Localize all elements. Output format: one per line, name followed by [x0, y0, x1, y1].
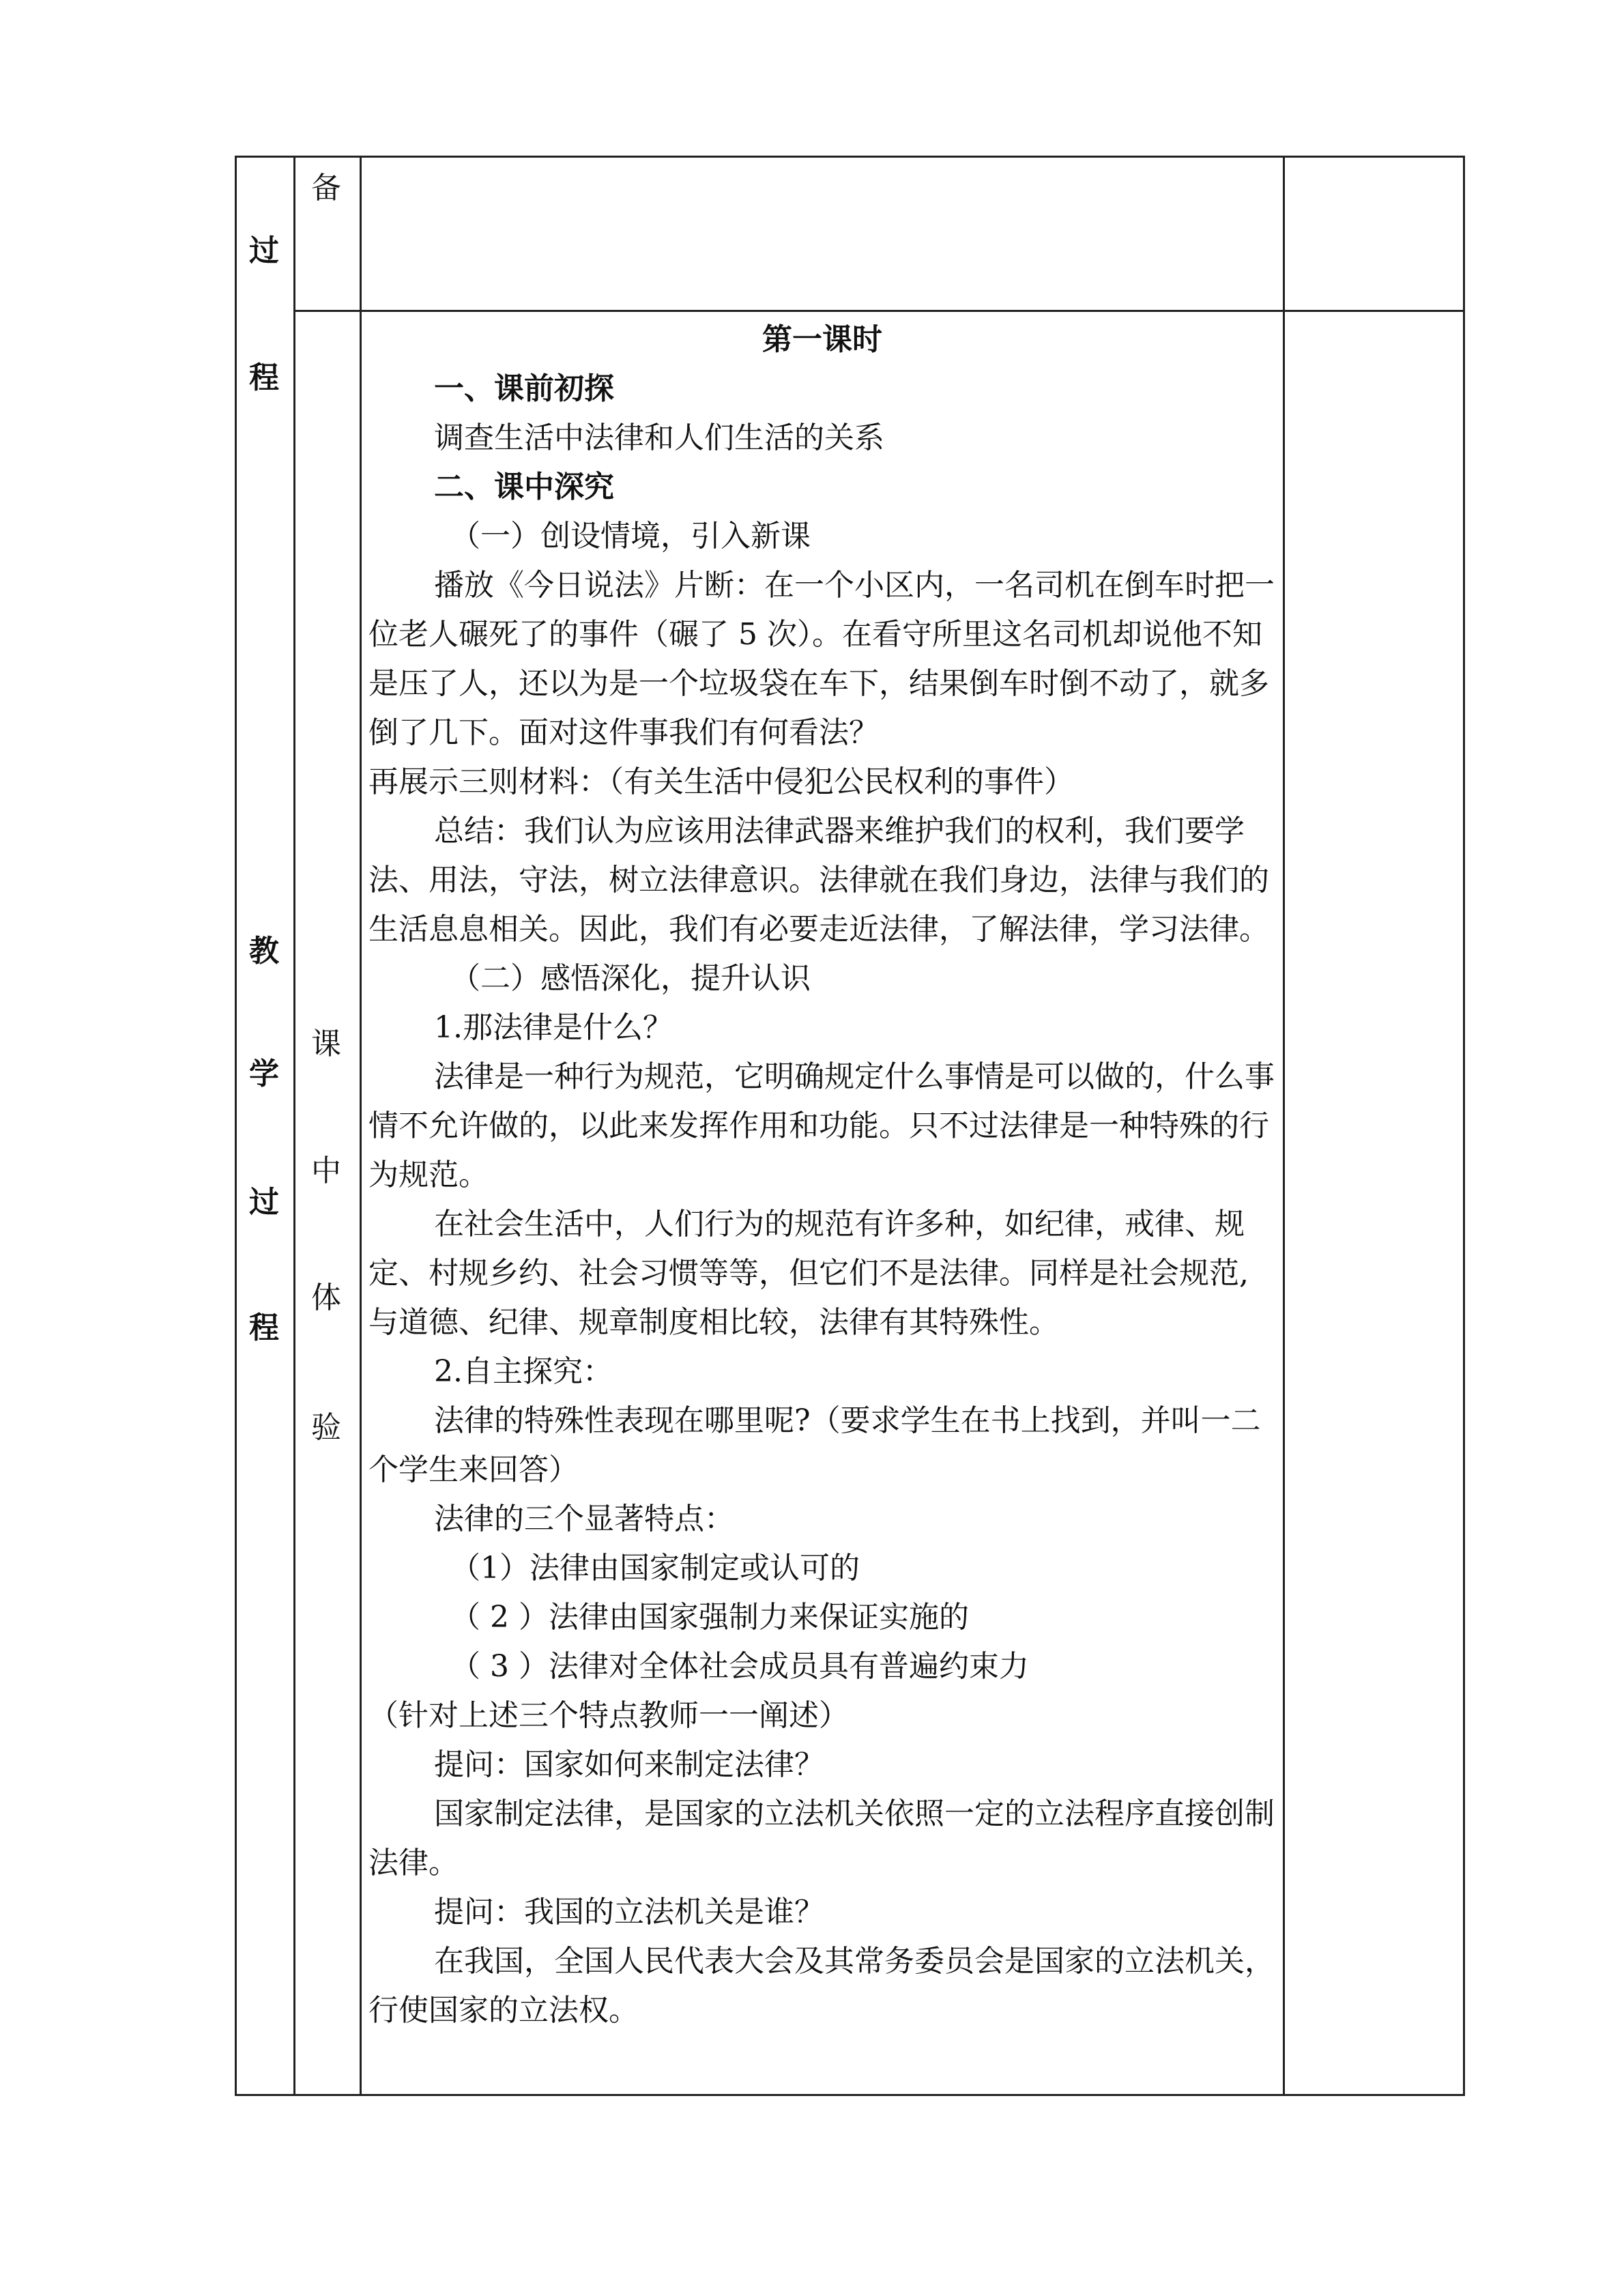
label-bei: 备	[311, 171, 341, 205]
label-yan: 验	[311, 1410, 341, 1445]
subsection-heading: （一）创设情境，引入新课	[450, 519, 811, 554]
paragraph: （针对上述三个特点教师一一阐述）	[368, 1698, 849, 1733]
list-item: （1）法律由国家制定或认可的	[450, 1551, 860, 1585]
paragraph: 播放《今日说法》片断：在一个小区内，一名司机在倒车时把一位老人碾死了的事件（碾了 5 次）。在看守所里这名司机却说他不知是压了人，还以为是一个垃圾袋在车下，结果倒车时倒不动了，就多倒了几下。面对这件事我们有何看法？	[368, 568, 1275, 750]
question: 1.那法律是什么？	[434, 1010, 673, 1045]
paragraph: 法律是一种行为规范，它明确规定什么事情是可以做的，什么事情不允许做的，以此来发挥作用和功能。只不过法律是一种特殊的行为规范。	[368, 1059, 1275, 1192]
table-border-right	[1463, 156, 1465, 2095]
paragraph: 在我国，全国人民代表大会及其常务委员会是国家的立法机关，行使国家的立法权。	[368, 1944, 1275, 2028]
label-ke: 课	[311, 1027, 341, 1061]
paragraph: 提问：我国的立法机关是谁？	[434, 1895, 824, 1929]
paragraph: 调查生活中法律和人们生活的关系	[434, 420, 884, 455]
table-row-divider	[293, 310, 1465, 312]
subsection-heading: （二）感悟深化，提升认识	[450, 961, 811, 996]
paragraph: 法律的特殊性表现在哪里呢?（要求学生在书上找到，并叫一二个学生来回答）	[368, 1403, 1261, 1487]
lesson-content	[368, 315, 1276, 2035]
label-zhong: 中	[311, 1153, 341, 1188]
paragraph: 法律的三个显著特点：	[434, 1502, 734, 1536]
label-guo-top: 过	[249, 233, 279, 268]
label-cheng-top: 程	[249, 360, 279, 395]
question: 2.自主探究：	[434, 1354, 613, 1389]
list-item: （ 3 ）法律对全体社会成员具有普遍约束力	[450, 1649, 1029, 1684]
label-guo: 过	[249, 1185, 279, 1220]
table-border-left	[235, 156, 237, 2095]
table-divider-col2	[360, 156, 362, 2095]
paragraph: 国家制定法律，是国家的立法机关依照一定的立法程序直接创制法律。	[368, 1796, 1275, 1880]
label-xue: 学	[249, 1057, 279, 1091]
paragraph: 提问：国家如何来制定法律？	[434, 1747, 824, 1782]
table-border-top	[235, 156, 1465, 158]
section-heading-2: 二、课中深究	[434, 470, 614, 504]
paragraph: 在社会生活中，人们行为的规范有许多种，如纪律，戒律、规定、村规乡约、社会习惯等等，但它们不是法律。同样是社会规范,与道德、纪律、规章制度相比较，法律有其特殊性。	[368, 1207, 1249, 1340]
paragraph: 再展示三则材料：（有关生活中侵犯公民权利的事件）	[368, 764, 1074, 799]
list-item: （ 2 ）法律由国家强制力来保证实施的	[450, 1600, 969, 1635]
table-border-bottom	[235, 2094, 1465, 2096]
paragraph: 总结：我们认为应该用法律武器来维护我们的权利，我们要学法、用法，守法，树立法律意识。法律就在我们身边，法律与我们的生活息息相关。因此，我们有必要走近法律，了解法律，学习法律。	[368, 814, 1269, 947]
table-divider-col1	[293, 156, 295, 2095]
table-divider-col3	[1283, 156, 1285, 2095]
label-jiao: 教	[249, 934, 279, 968]
lesson-title: 第一课时	[762, 322, 882, 357]
label-ti: 体	[311, 1280, 341, 1315]
label-cheng: 程	[249, 1310, 279, 1345]
section-heading-1: 一、课前初探	[434, 371, 614, 406]
